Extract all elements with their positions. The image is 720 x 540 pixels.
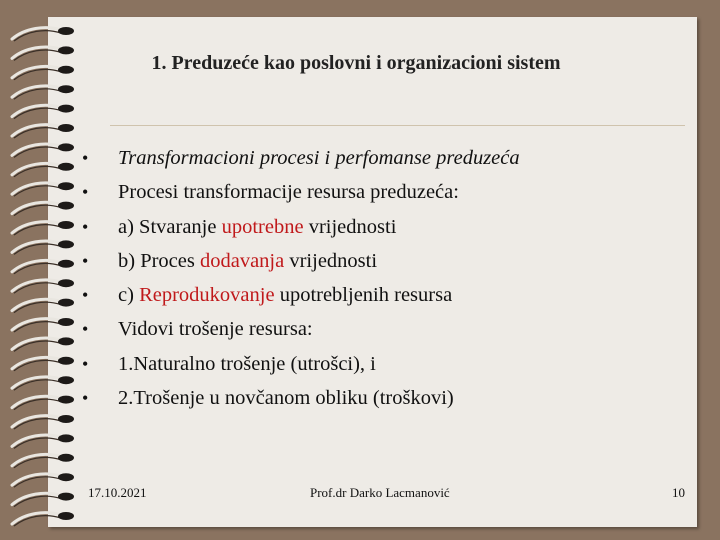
bullet-text: b) Proces bbox=[118, 249, 200, 272]
bullet-text: 1.Naturalno trošenje (utrošci), i bbox=[118, 352, 376, 375]
bullet-icon: • bbox=[82, 388, 89, 409]
page-number: 10 bbox=[672, 485, 685, 500]
highlighted-term: Reprodukovanje bbox=[139, 284, 275, 307]
bullet-item bbox=[82, 381, 520, 415]
highlighted-term: dodavanja bbox=[199, 249, 285, 272]
highlighted-term: upotrebne bbox=[221, 215, 304, 238]
bullet-icon: • bbox=[82, 250, 89, 271]
bullet-text: Procesi transformacije resursa preduzeća: bbox=[118, 181, 459, 204]
spiral-binding-icon bbox=[0, 0, 90, 540]
bullet-text: c) bbox=[118, 284, 140, 307]
bullet-icon: • bbox=[82, 182, 89, 203]
footer-author: Prof.dr Darko Lacmanović bbox=[310, 485, 450, 500]
bullet-text: vrijednosti bbox=[303, 215, 397, 238]
bullet-item bbox=[82, 210, 520, 244]
bullet-text: upotrebljenih resursa bbox=[274, 284, 453, 307]
slide-title: 1. Preduzeće kao poslovni i organizacioni sistem bbox=[151, 52, 561, 74]
bullet-item bbox=[82, 244, 520, 278]
bullet-list bbox=[82, 141, 520, 415]
bullet-item bbox=[82, 347, 520, 381]
bullet-icon: • bbox=[82, 148, 89, 168]
bullet-item bbox=[82, 141, 520, 175]
bullet-icon: • bbox=[82, 285, 89, 306]
title-divider bbox=[110, 125, 685, 126]
bullet-text: Vidovi trošenje resursa: bbox=[118, 318, 313, 341]
bullet-item bbox=[82, 278, 520, 312]
bullet-text: vrijednosti bbox=[284, 249, 378, 272]
bullet-icon: • bbox=[82, 319, 89, 340]
bullet-text: 2.Trošenje u novčanom obliku (troškovi) bbox=[118, 387, 454, 410]
bullet-item bbox=[82, 175, 520, 209]
bullet-icon: • bbox=[82, 216, 89, 237]
footer-date: 17.10.2021 bbox=[88, 485, 147, 500]
bullet-text: Transformacioni procesi i perfomanse preduzeća bbox=[118, 147, 520, 169]
bullet-icon: • bbox=[82, 353, 89, 374]
bullet-item bbox=[82, 312, 520, 346]
bullet-text: a) Stvaranje bbox=[118, 215, 222, 238]
